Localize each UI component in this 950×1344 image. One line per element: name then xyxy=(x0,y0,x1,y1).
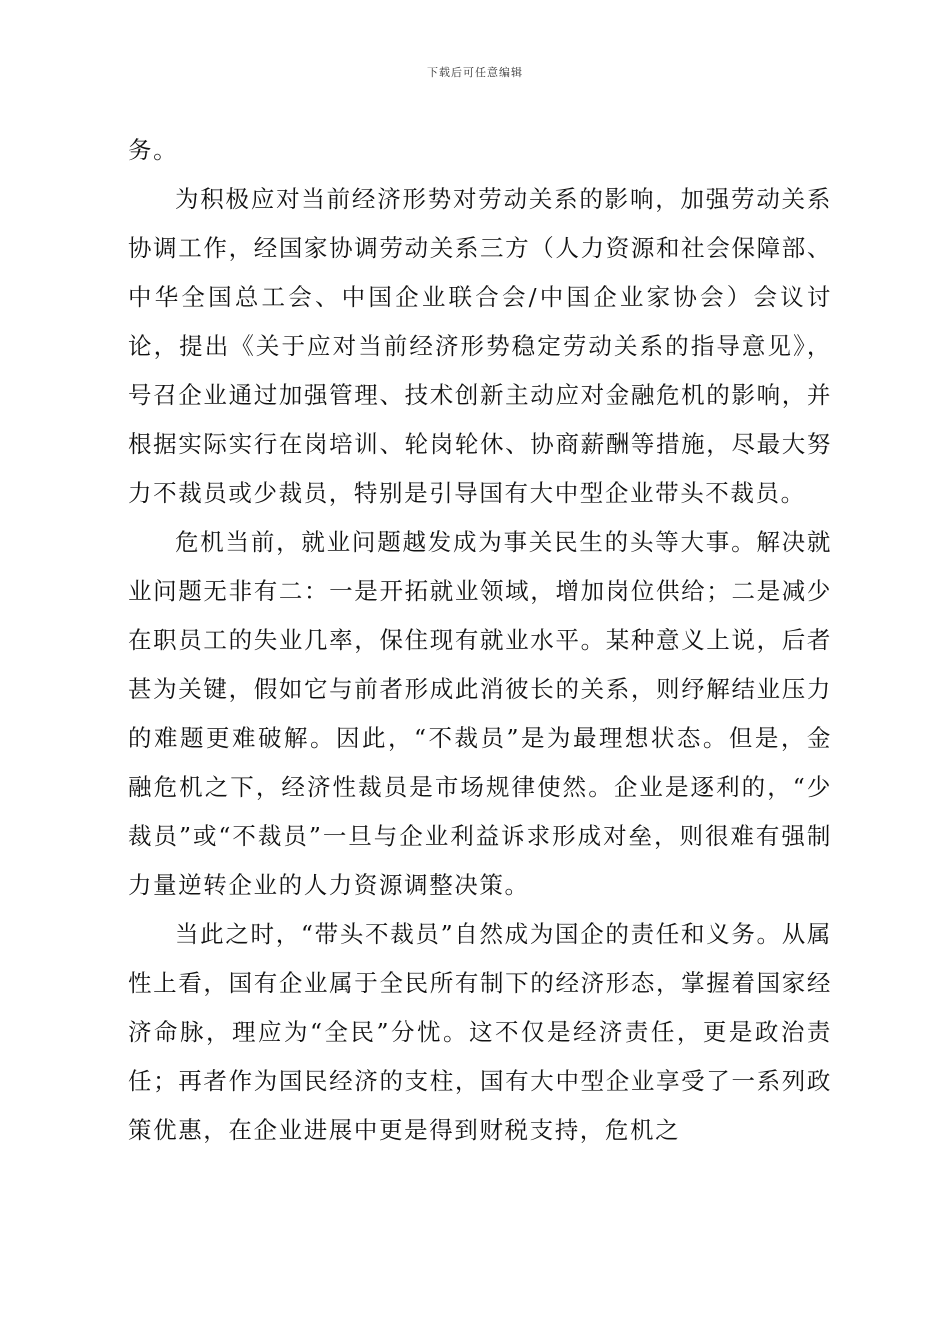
document-body xyxy=(128,126,832,1155)
paragraph-continuation: 务。 xyxy=(128,136,179,164)
paragraph: 危机当前，就业问题越发成为事关民生的头等大事。解决就业问题无非有二：一是开拓就业领域，增加岗位供给；二是减少在职员工的失业几率，保住现有就业水平。某种意义上说，后者甚为关键，假如它与前者形成此消彼长的关系，则纾解结业压力的难题更难破解。因此，“不裁员”是为最理想状态。但是，金融危机之下，经济性裁员是市场规律使然。企业是逐利的，“少裁员”或“不裁员”一旦与企业利益诉求形成对垒，则很难有强制力量逆转企业的人力资源调整决策。 xyxy=(128,528,832,899)
paragraph: 为积极应对当前经济形势对劳动关系的影响，加强劳动关系协调工作，经国家协调劳动关系三方（人力资源和社会保障部、中华全国总工会、中国企业联合会/中国企业家协会）会议讨论，提出《关于应对当前经济形势稳定劳动关系的指导意见》，号召企业通过加强管理、技术创新主动应对金融危机的影响，并根据实际实行在岗培训、轮岗轮休、协商薪酬等措施，尽最大努力不裁员或少裁员，特别是引导国有大中型企业带头不裁员。 xyxy=(128,185,832,507)
page-header: 下载后可任意编辑 xyxy=(427,66,523,79)
paragraph: 当此之时，“带头不裁员”自然成为国企的责任和义务。从属性上看，国有企业属于全民所有制下的经济形态，掌握着国家经济命脉，理应为“全民”分忧。这不仅是经济责任，更是政治责任；再者作为国民经济的支柱，国有大中型企业享受了一系列政策优惠，在企业进展中更是得到财税支持，危机之 xyxy=(128,920,832,1144)
